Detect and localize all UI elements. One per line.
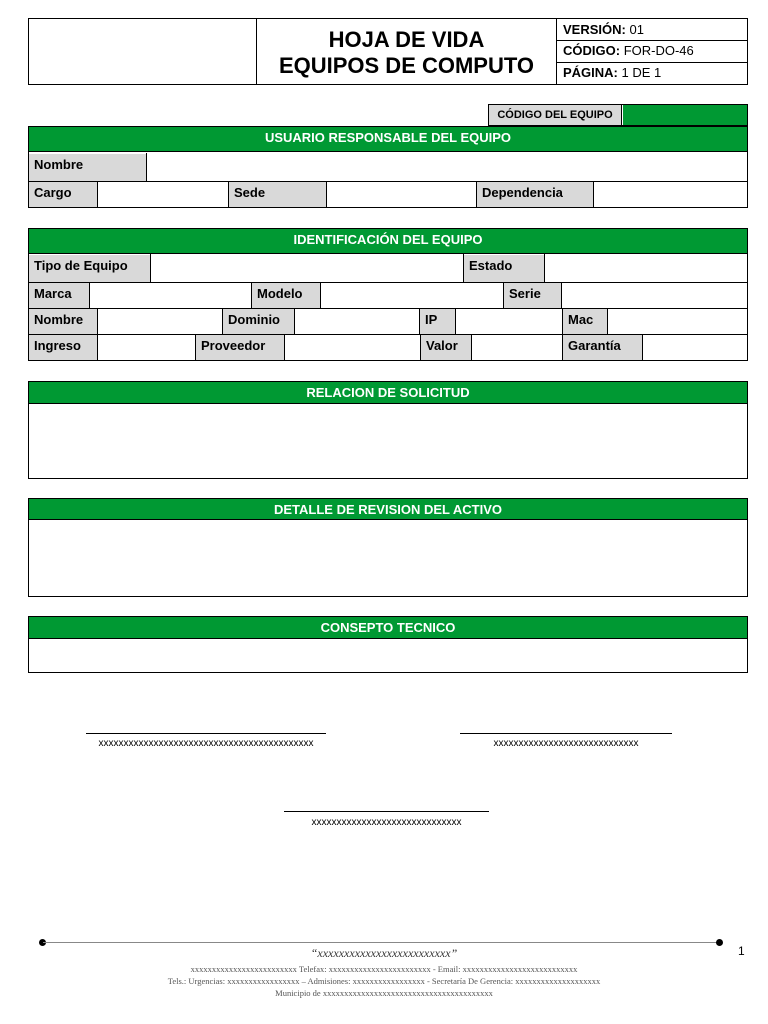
label-ip: IP: [420, 309, 455, 334]
code-field: [557, 41, 747, 61]
page-value: 1 DE 1: [621, 65, 662, 80]
page-label: PÁGINA:: [563, 65, 618, 80]
input-nombre-equipo[interactable]: [98, 309, 222, 334]
document-title-line2: EQUIPOS DE COMPUTO: [278, 53, 535, 78]
label-dependencia: Dependencia: [477, 182, 593, 207]
section-concept-textarea[interactable]: [28, 638, 748, 673]
label-valor: Valor: [421, 335, 471, 360]
label-marca: Marca: [29, 283, 89, 308]
page-number: 1: [738, 944, 745, 958]
signature-line-left: [86, 733, 326, 734]
label-garantia: Garantía: [563, 335, 642, 360]
input-estado[interactable]: [545, 255, 747, 282]
version-value: 01: [629, 22, 644, 37]
label-modelo: Modelo: [252, 283, 320, 308]
footer-contact-line3: Municipio de xxxxxxxxxxxxxxxxxxxxxxxxxxxxxxxxxxxxxxxx: [275, 988, 493, 998]
input-proveedor[interactable]: [285, 335, 420, 360]
input-garantia[interactable]: [643, 335, 747, 360]
section-request-title: RELACION DE SOLICITUD: [28, 381, 748, 404]
footer-slogan: “xxxxxxxxxxxxxxxxxxxxxxxxx”: [310, 946, 458, 960]
code-value: FOR-DO-46: [623, 43, 694, 58]
input-cargo[interactable]: [98, 182, 228, 207]
input-mac[interactable]: [608, 309, 747, 334]
input-dominio[interactable]: [295, 309, 419, 334]
footer-contact-line2: Tels.: Urgencias: xxxxxxxxxxxxxxxxx – Admisiones: xxxxxxxxxxxxxxxxx - Secretaría De Gerencia: xxxxxxxxxxxxxxxxxxxx: [167, 976, 601, 986]
footer-contact-line1: xxxxxxxxxxxxxxxxxxxxxxxxx Telefax: xxxxxxxxxxxxxxxxxxxxxxxx - Email: xxxxxxxxxxxxxxxxxxxxxxxxxxx: [190, 964, 578, 974]
section-review-title: DETALLE DE REVISION DEL ACTIVO: [28, 498, 748, 520]
label-serie: Serie: [504, 283, 561, 308]
code-label: CÓDIGO:: [563, 43, 621, 58]
version-label: VERSIÓN:: [563, 22, 626, 37]
document-title-line1: HOJA DE VIDA: [328, 27, 485, 52]
footer-dot-right: [716, 939, 723, 946]
section-concept-title: CONSEPTO TECNICO: [28, 616, 748, 639]
input-marca[interactable]: [90, 283, 251, 308]
label-ingreso: Ingreso: [29, 335, 97, 360]
signature-name-left: xxxxxxxxxxxxxxxxxxxxxxxxxxxxxxxxxxxxxxxxxxx: [98, 738, 314, 749]
input-sede[interactable]: [327, 182, 476, 207]
signature-name-center: xxxxxxxxxxxxxxxxxxxxxxxxxxxxxx: [311, 817, 462, 828]
label-cargo: Cargo: [29, 182, 97, 207]
input-ip[interactable]: [456, 309, 562, 334]
input-serie[interactable]: [562, 283, 747, 308]
label-proveedor: Proveedor: [196, 335, 284, 360]
label-nombre-equipo: Nombre: [29, 309, 97, 334]
signature-name-right: xxxxxxxxxxxxxxxxxxxxxxxxxxxxx: [493, 738, 639, 749]
signature-line-right: [460, 733, 672, 734]
label-mac: Mac: [563, 309, 607, 334]
label-nombre-usuario: Nombre: [29, 154, 146, 181]
footer-rule: [43, 942, 720, 943]
equipment-code-label: CÓDIGO DEL EQUIPO: [489, 105, 622, 125]
input-ingreso[interactable]: [98, 335, 195, 360]
label-estado: Estado: [464, 255, 544, 282]
section-request-textarea[interactable]: [28, 403, 748, 479]
section-id-title: IDENTIFICACIÓN DEL EQUIPO: [28, 228, 748, 254]
version-field: [557, 20, 747, 40]
input-nombre-usuario[interactable]: [147, 154, 747, 181]
input-valor[interactable]: [472, 335, 562, 360]
section-review-textarea[interactable]: [28, 519, 748, 597]
input-dependencia[interactable]: [594, 182, 747, 207]
signature-line-center: [284, 811, 489, 812]
logo-area: [29, 19, 255, 84]
input-tipo-equipo[interactable]: [151, 255, 463, 282]
equipment-code-value[interactable]: [623, 105, 747, 125]
page-field: [557, 63, 747, 83]
label-sede: Sede: [229, 182, 326, 207]
section-user-title: USUARIO RESPONSABLE DEL EQUIPO: [28, 126, 748, 152]
label-dominio: Dominio: [223, 309, 294, 334]
label-tipo-equipo: Tipo de Equipo: [29, 255, 150, 282]
input-modelo[interactable]: [321, 283, 503, 308]
